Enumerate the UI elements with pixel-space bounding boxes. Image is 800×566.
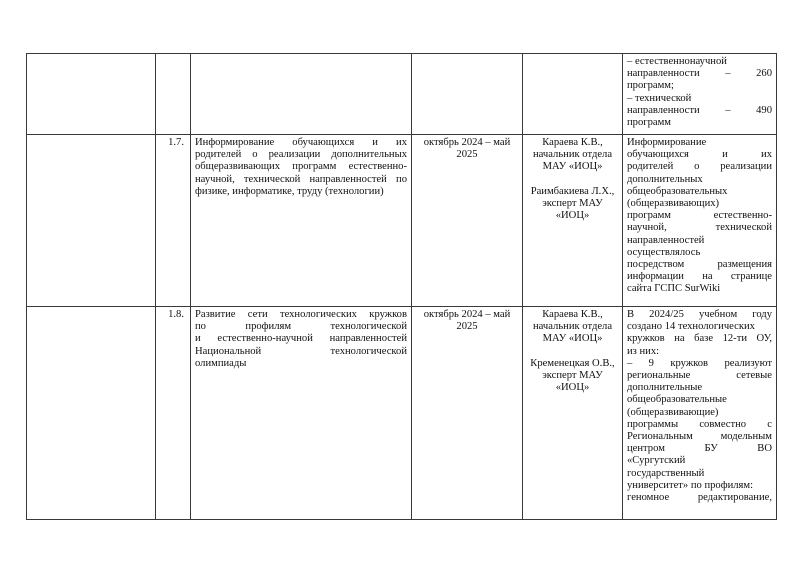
item-number bbox=[156, 54, 191, 135]
activity-cell: Информирование обучающихся и их родителей о реализации дополнительных общеразвивающих программ естественно- научной, технической направленностей по физике, информатике, труду (технологии) bbox=[191, 135, 412, 307]
period-cell bbox=[412, 54, 523, 135]
responsible-person: Караева К.В., начальник отдела МАУ «ИОЦ» bbox=[532, 137, 613, 173]
plan-table bbox=[26, 53, 777, 520]
table-row bbox=[27, 54, 777, 135]
responsible-person: Кременецкая О.В., эксперт МАУ «ИОЦ» bbox=[530, 357, 615, 394]
table-row bbox=[27, 307, 777, 520]
section-cell bbox=[27, 307, 156, 520]
responsible-cell bbox=[523, 135, 623, 307]
result-cell: – естественнонаучной направленности – 260 программ; – технической направленности – 490 программ bbox=[623, 54, 777, 135]
responsible-cell bbox=[523, 54, 623, 135]
period-cell: октябрь 2024 – май 2025 bbox=[412, 307, 523, 520]
item-number: 1.8. bbox=[156, 307, 191, 520]
responsible-person: Раимбакиева Л.Х., эксперт МАУ «ИОЦ» bbox=[530, 185, 615, 222]
activity-cell bbox=[191, 54, 412, 135]
responsible-person: Караева К.В., начальник отдела МАУ «ИОЦ» bbox=[532, 309, 613, 345]
activity-cell: Развитие сети технологических кружков по профилям технологической и естественно-научной направленностей Национальной технологической олимпиады bbox=[191, 307, 412, 520]
result-cell: Информирование обучающихся и их родителей о реализации дополнительных общеобразовательных (общеразвивающих) программ естественно- научной, технической направленностей осуществлялось посредством размещения информации на странице сайта ГСПС SurWiki bbox=[623, 135, 777, 307]
period-cell: октябрь 2024 – май 2025 bbox=[412, 135, 523, 307]
section-cell bbox=[27, 135, 156, 307]
result-cell: В 2024/25 учебном году создано 14 технологических кружков на базе 12-ти ОУ, из них: – 9 кружков реализуют региональные сетевые дополнительные общеобразовательные (общеразвивающие) программы совместно с Региональным модельным центром БУ ВО «Сургутский государственный университет» по профилям: геномное редактирование, bbox=[623, 307, 777, 520]
table-row bbox=[27, 135, 777, 307]
responsible-cell bbox=[523, 307, 623, 520]
item-number: 1.7. bbox=[156, 135, 191, 307]
section-cell bbox=[27, 54, 156, 135]
